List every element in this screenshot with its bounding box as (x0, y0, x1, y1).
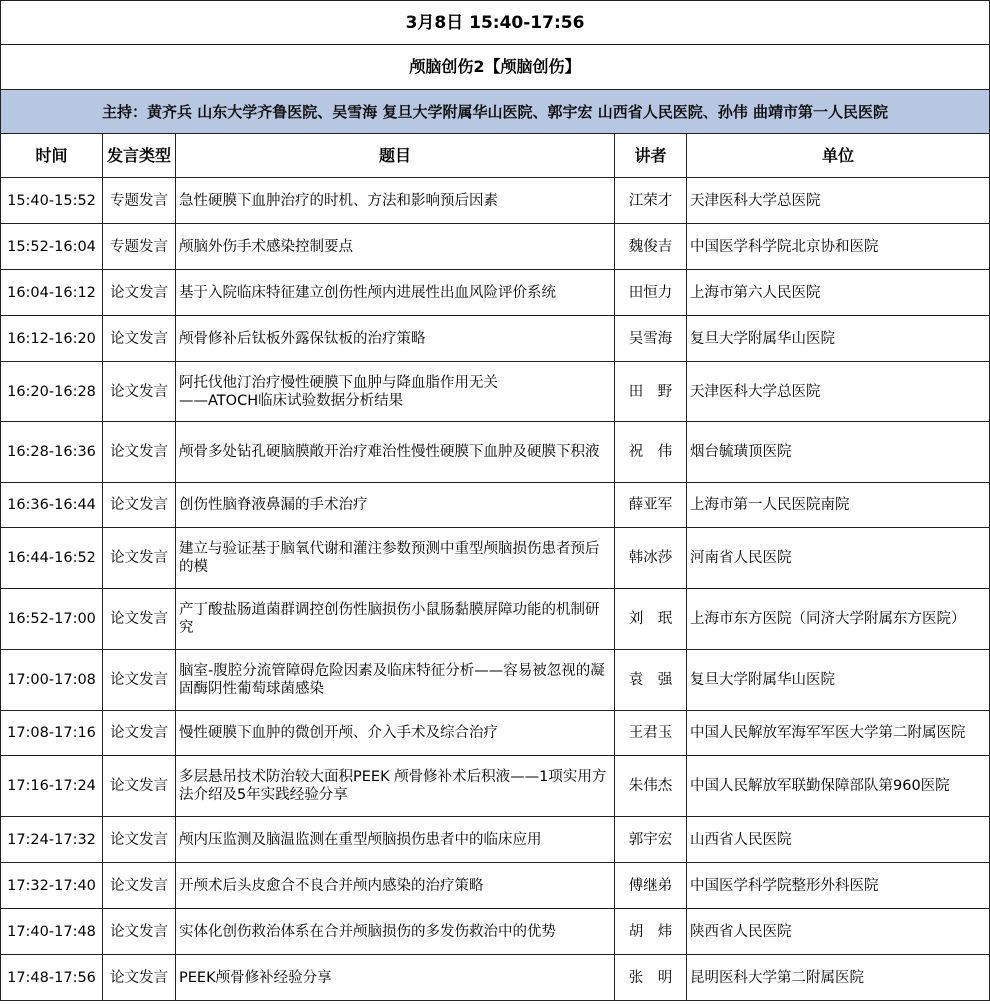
table-row (1, 422, 990, 483)
header-time: 时间 (1, 134, 103, 178)
unit-cell: 中国人民解放军联勤保障部队第960医院 (687, 756, 990, 817)
type-cell: 论文发言 (103, 270, 176, 316)
header-type: 发言类型 (103, 134, 176, 178)
table-row (1, 711, 990, 756)
speaker-cell: 田 野 (615, 362, 687, 422)
unit-cell: 中国人民解放军海军军医大学第二附属医院 (687, 711, 990, 756)
unit-cell: 河南省人民医院 (687, 528, 990, 589)
table-row (1, 270, 990, 316)
speaker-cell: 朱伟杰 (615, 756, 687, 817)
time-cell: 15:40-15:52 (1, 178, 103, 224)
type-cell: 论文发言 (103, 362, 176, 422)
table-row (1, 650, 990, 711)
topic-cell: 阿托伐他汀治疗慢性硬膜下血肿与降血脂作用无关 ——ATOCH临床试验数据分析结果 (176, 362, 615, 422)
type-cell: 论文发言 (103, 711, 176, 756)
type-cell: 专题发言 (103, 178, 176, 224)
time-cell: 16:20-16:28 (1, 362, 103, 422)
unit-cell: 烟台毓璜顶医院 (687, 422, 990, 483)
type-cell: 论文发言 (103, 909, 176, 955)
speaker-cell: 王君玉 (615, 711, 687, 756)
topic-cell: PEEK颅骨修补经验分享 (176, 955, 615, 1001)
speaker-cell: 袁 强 (615, 650, 687, 711)
table-row (1, 756, 990, 817)
speaker-cell: 祝 伟 (615, 422, 687, 483)
topic-cell: 颅内压监测及脑温监测在重型颅脑损伤患者中的临床应用 (176, 817, 615, 863)
unit-cell: 上海市第六人民医院 (687, 270, 990, 316)
unit-cell: 复旦大学附属华山医院 (687, 316, 990, 362)
hosts-row (1, 90, 990, 134)
table-row (1, 589, 990, 650)
topic-cell: 颅骨多处钻孔硬脑膜敞开治疗难治性慢性硬膜下血肿及硬膜下积液 (176, 422, 615, 483)
table-row (1, 316, 990, 362)
schedule-title: 3月8日 15:40-17:56 (1, 1, 990, 45)
table-row (1, 909, 990, 955)
topic-cell: 多层悬吊技术防治较大面积PEEK 颅骨修补术后积液——1项实用方法介绍及5年实践经验分享 (176, 756, 615, 817)
time-cell: 17:08-17:16 (1, 711, 103, 756)
unit-cell: 陕西省人民医院 (687, 909, 990, 955)
unit-cell: 复旦大学附属华山医院 (687, 650, 990, 711)
unit-cell: 天津医科大学总医院 (687, 178, 990, 224)
type-cell: 论文发言 (103, 528, 176, 589)
time-cell: 16:36-16:44 (1, 483, 103, 528)
topic-cell: 建立与验证基于脑氧代谢和灌注参数预测中重型颅脑损伤患者预后的模 (176, 528, 615, 589)
table-row (1, 528, 990, 589)
table-row (1, 817, 990, 863)
table-row (1, 955, 990, 1001)
topic-cell: 实体化创伤救治体系在合并颅脑损伤的多发伤救治中的优势 (176, 909, 615, 955)
topic-cell: 产丁酸盐肠道菌群调控创伤性脑损伤小鼠肠黏膜屏障功能的机制研究 (176, 589, 615, 650)
time-cell: 17:40-17:48 (1, 909, 103, 955)
header-row (1, 134, 990, 178)
time-cell: 16:04-16:12 (1, 270, 103, 316)
type-cell: 专题发言 (103, 224, 176, 270)
table-row (1, 362, 990, 422)
unit-cell: 山西省人民医院 (687, 817, 990, 863)
header-speaker: 讲者 (615, 134, 687, 178)
topic-cell: 基于入院临床特征建立创伤性颅内进展性出血风险评价系统 (176, 270, 615, 316)
type-cell: 论文发言 (103, 863, 176, 909)
speaker-cell: 薛亚军 (615, 483, 687, 528)
time-cell: 16:28-16:36 (1, 422, 103, 483)
speaker-cell: 江荣才 (615, 178, 687, 224)
hosts-text: 主持：黄齐兵 山东大学齐鲁医院、吴雪海 复旦大学附属华山医院、郭宇宏 山西省人民医院、孙伟 曲靖市第一人民医院 (1, 90, 990, 134)
speaker-cell: 韩冰莎 (615, 528, 687, 589)
unit-cell: 中国医学科学院北京协和医院 (687, 224, 990, 270)
speaker-cell: 胡 炜 (615, 909, 687, 955)
type-cell: 论文发言 (103, 483, 176, 528)
speaker-cell: 傅继弟 (615, 863, 687, 909)
time-cell: 15:52-16:04 (1, 224, 103, 270)
topic-cell: 急性硬膜下血肿治疗的时机、方法和影响预后因素 (176, 178, 615, 224)
time-cell: 17:24-17:32 (1, 817, 103, 863)
time-cell: 17:48-17:56 (1, 955, 103, 1001)
unit-cell: 中国医学科学院整形外科医院 (687, 863, 990, 909)
time-cell: 16:12-16:20 (1, 316, 103, 362)
speaker-cell: 郭宇宏 (615, 817, 687, 863)
table-row (1, 178, 990, 224)
topic-cell: 颅骨修补后钛板外露保钛板的治疗策略 (176, 316, 615, 362)
time-cell: 16:44-16:52 (1, 528, 103, 589)
unit-cell: 上海市第一人民医院南院 (687, 483, 990, 528)
topic-cell: 开颅术后头皮愈合不良合并颅内感染的治疗策略 (176, 863, 615, 909)
header-unit: 单位 (687, 134, 990, 178)
type-cell: 论文发言 (103, 955, 176, 1001)
speaker-cell: 魏俊吉 (615, 224, 687, 270)
unit-cell: 天津医科大学总医院 (687, 362, 990, 422)
type-cell: 论文发言 (103, 650, 176, 711)
speaker-cell: 刘 珉 (615, 589, 687, 650)
table-row (1, 483, 990, 528)
type-cell: 论文发言 (103, 589, 176, 650)
type-cell: 论文发言 (103, 756, 176, 817)
table-row (1, 863, 990, 909)
type-cell: 论文发言 (103, 316, 176, 362)
topic-cell: 颅脑外伤手术感染控制要点 (176, 224, 615, 270)
speaker-cell: 吴雪海 (615, 316, 687, 362)
time-cell: 16:52-17:00 (1, 589, 103, 650)
session-title: 颅脑创伤2【颅脑创伤】 (1, 45, 990, 90)
type-cell: 论文发言 (103, 422, 176, 483)
speaker-cell: 田恒力 (615, 270, 687, 316)
title-row (1, 1, 990, 45)
table-row (1, 224, 990, 270)
topic-cell: 脑室-腹腔分流管障碍危险因素及临床特征分析——容易被忽视的凝固酶阴性葡萄球菌感染 (176, 650, 615, 711)
time-cell: 17:00-17:08 (1, 650, 103, 711)
type-cell: 论文发言 (103, 817, 176, 863)
unit-cell: 上海市东方医院（同济大学附属东方医院） (687, 589, 990, 650)
session-row (1, 45, 990, 90)
time-cell: 17:32-17:40 (1, 863, 103, 909)
topic-cell: 慢性硬膜下血肿的微创开颅、介入手术及综合治疗 (176, 711, 615, 756)
speaker-cell: 张 明 (615, 955, 687, 1001)
header-topic: 题目 (176, 134, 615, 178)
time-cell: 17:16-17:24 (1, 756, 103, 817)
unit-cell: 昆明医科大学第二附属医院 (687, 955, 990, 1001)
topic-cell: 创伤性脑脊液鼻漏的手术治疗 (176, 483, 615, 528)
